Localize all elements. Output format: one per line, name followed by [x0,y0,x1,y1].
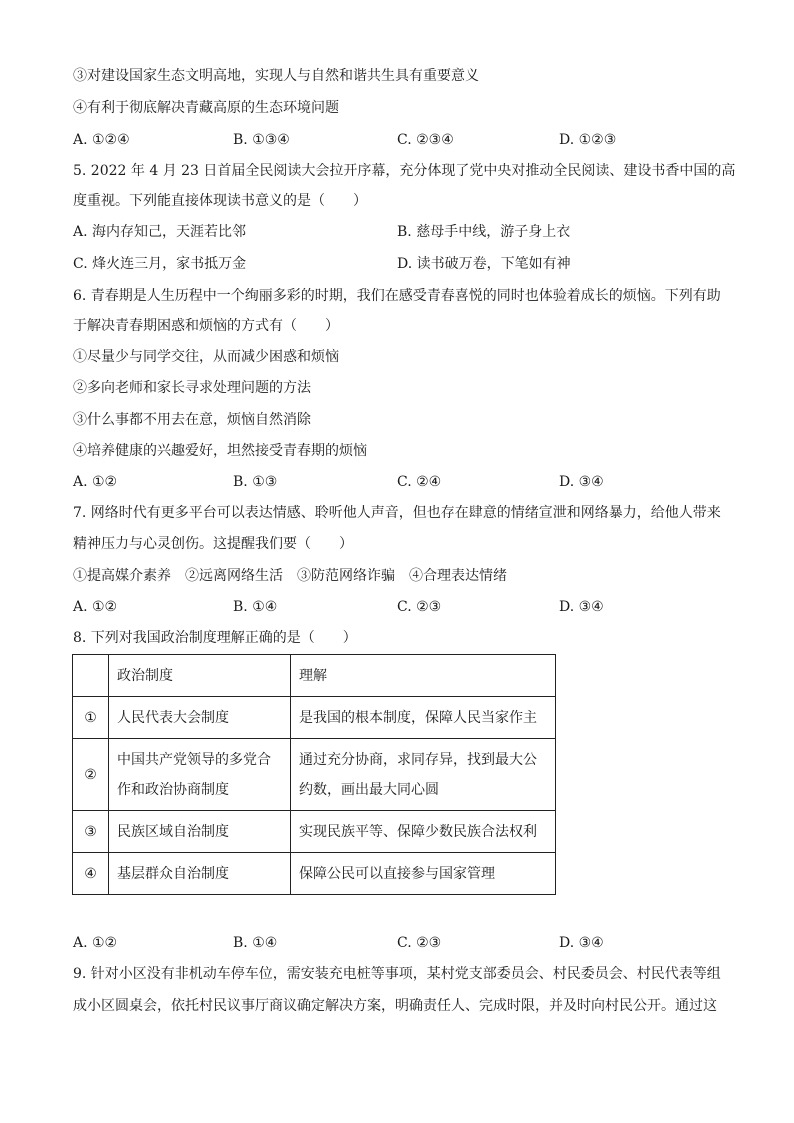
q8-option-b[interactable]: B. ①④ [233,935,278,951]
row-system: 民族区域自治制度 [109,811,291,853]
q7-options [73,597,733,617]
q9-stem-line2: 成小区圆桌会，依托村民议事厅商议确定解决方案，明确责任人、完成时限，并及时向村民公开。通过这 [73,998,717,1014]
table-row [73,853,556,895]
political-system-table [72,654,556,895]
row-understanding: 实现民族平等、保障少数民族合法权利 [291,811,556,853]
table-row [73,811,556,853]
q6-option-c[interactable]: C. ②④ [397,474,442,490]
row-understanding: 通过充分协商，求同存异，找到最大公约数，画出最大同心圆 [291,739,556,811]
q6-stem-line2: 于解决青春期困惑和烦恼的方式有（ ） [73,318,339,334]
q6-option-d[interactable]: D. ③④ [559,474,604,490]
row-system: 中国共产党领导的多党合作和政治协商制度 [109,739,291,811]
row-number: ④ [73,853,109,895]
table-header-understanding: 理解 [291,655,556,697]
q5-option-c[interactable]: C. 烽火连三月，家书抵万金 [73,256,247,272]
q7-statements: ①提高媒介素养 ②远离网络生活 ③防范网络诈骗 ④合理表达情绪 [73,568,507,584]
row-number: ① [73,697,109,739]
table-header-row [73,655,556,697]
q4-option-c[interactable]: C. ②③④ [397,132,454,148]
q4-option-b[interactable]: B. ①③④ [233,132,290,148]
q6-statement-4: ④培养健康的兴趣爱好，坦然接受青春期的烦恼 [73,443,367,459]
q6-options [73,472,733,492]
q4-option-a[interactable]: A. ①②④ [73,132,130,148]
q5-option-b[interactable]: B. 慈母手中线，游子身上衣 [397,224,571,240]
q7-stem-line1: 7. 网络时代有更多平台可以表达情感、聆听他人声音，但也存在肆意的情绪宣泄和网络暴力，给他人带来 [73,505,721,521]
row-number: ② [73,739,109,811]
q8-option-d[interactable]: D. ③④ [559,935,604,951]
q6-statement-3: ③什么事都不用去在意，烦恼自然消除 [73,412,311,428]
q6-statement-2: ②多向老师和家长寻求处理问题的方法 [73,380,311,396]
q6-stem-line1: 6. 青春期是人生历程中一个绚丽多彩的时期，我们在感受青春喜悦的同时也体验着成长的烦恼。下列有助 [73,288,721,304]
q7-option-a[interactable]: A. ①② [73,599,118,615]
q7-stem-line2: 精神压力与心灵创伤。这提醒我们要（ ） [73,536,353,552]
q7-option-b[interactable]: B. ①④ [233,599,278,615]
table-header-system: 政治制度 [109,655,291,697]
table-header-blank [73,655,109,697]
row-system: 人民代表大会制度 [109,697,291,739]
row-understanding: 是我国的根本制度，保障人民当家作主 [291,697,556,739]
q6-statement-1: ①尽量少与同学交往，从而减少困惑和烦恼 [73,349,339,365]
q5-stem-line1: 5. 2022 年 4 月 23 日首届全民阅读大会拉开序幕，充分体现了党中央对推动全民阅读、建设书香中国的高 [73,163,736,179]
table-row [73,697,556,739]
q7-option-c[interactable]: C. ②③ [397,599,442,615]
q4-statement-4: ④有利于彻底解决青藏高原的生态环境问题 [73,100,339,116]
q9-stem-line1: 9. 针对小区没有非机动车停车位，需安装充电桩等事项，某村党支部委员会、村民委员会、村民代表等组 [73,966,721,982]
row-system: 基层群众自治制度 [109,853,291,895]
q8-option-a[interactable]: A. ①② [73,935,118,951]
q6-option-b[interactable]: B. ①③ [233,474,278,490]
q8-option-c[interactable]: C. ②③ [397,935,442,951]
q8-options [73,933,733,953]
q7-option-d[interactable]: D. ③④ [559,599,604,615]
row-understanding: 保障公民可以直接参与国家管理 [291,853,556,895]
q4-statement-3: ③对建设国家生态文明高地，实现人与自然和谐共生具有重要意义 [73,68,479,84]
row-number: ③ [73,811,109,853]
q5-options-row2 [73,254,733,274]
q4-options [73,130,733,150]
q5-option-d[interactable]: D. 读书破万卷，下笔如有神 [397,256,571,272]
q6-option-a[interactable]: A. ①② [73,474,118,490]
q8-stem: 8. 下列对我国政治制度理解正确的是（ ） [73,630,357,646]
q4-option-d[interactable]: D. ①②③ [559,132,617,148]
table-row [73,739,556,811]
q5-option-a[interactable]: A. 海内存知己，天涯若比邻 [73,224,247,240]
q5-stem-line2: 度重视。下列能直接体现读书意义的是（ ） [73,193,367,209]
q5-options-row1 [73,222,733,242]
